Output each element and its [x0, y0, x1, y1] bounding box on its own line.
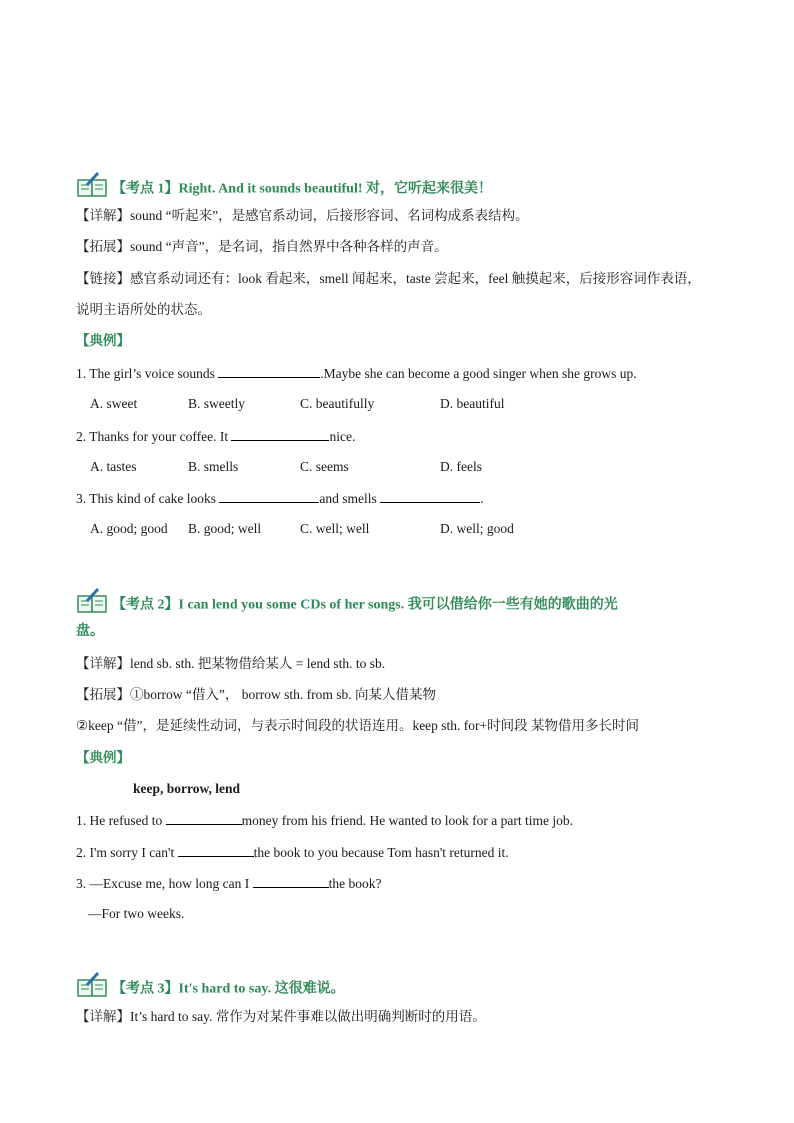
kp2-detail: 【详解】lend sb. sth. 把某物借给某人 = lend sth. to sb. [76, 656, 386, 671]
kp2-question-2 [76, 843, 509, 862]
q2-blank[interactable] [231, 427, 329, 441]
kp1-question-2 [76, 427, 355, 446]
book-pencil-icon [76, 972, 110, 1007]
q3-blank-1[interactable] [219, 489, 319, 503]
kp1-question-1 [76, 364, 637, 383]
q1-text-b: .Maybe she can become a good singer when she grows up. [320, 366, 637, 381]
kp1-heading [76, 172, 492, 207]
kp2-q1-text-a: 1. He refused to [76, 813, 166, 828]
kp2-expand-line1: 【拓展】①borrow “借入”， borrow sth. from sb. 向某人借某物 [76, 687, 436, 702]
kp2-q3-reply: —For two weeks. [88, 906, 185, 921]
kp1-link-line1: 【链接】感官系动词还有：look 看起来，smell 闻起来，taste 尝起来，feel 触摸起来，后接形容词作表语， [76, 271, 701, 286]
q3-option-d[interactable]: D. well; good [440, 521, 514, 536]
kp2-q1-text-b: money from his friend. He wanted to look for a part time job. [241, 813, 574, 828]
kp1-expand: 【拓展】sound “声音”，是名词，指自然界中各种各样的声音。 [76, 239, 448, 254]
q2-text-b: nice. [329, 429, 356, 444]
kp2-question-1 [76, 811, 573, 830]
q3-text-c: . [480, 491, 484, 506]
q3-option-c[interactable]: C. well; well [300, 521, 370, 536]
kp2-q2-blank[interactable] [178, 843, 254, 857]
kp2-example-label: 【典例】 [76, 750, 130, 765]
kp1-link-line2: 说明主语所处的状态。 [76, 302, 211, 317]
kp2-heading-text: 【考点 2】I can lend you some CDs of her songs. 我可以借给你一些有她的歌曲的光 [112, 597, 618, 613]
kp2-q1-blank[interactable] [166, 811, 242, 825]
kp3-detail: 【详解】It’s hard to say. 常作为对某件事难以做出明确判断时的用语。 [76, 1009, 486, 1024]
kp2-q2-text-a: 2. I'm sorry I can't [76, 845, 178, 860]
kp1-detail: 【详解】sound “听起来”，是感官系动词，后接形容词、名词构成系表结构。 [76, 208, 529, 223]
kp2-q2-text-b: the book to you because Tom hasn't returned it. [253, 845, 509, 860]
book-pencil-icon [76, 172, 110, 207]
q2-option-d[interactable]: D. feels [440, 459, 482, 474]
kp1-heading-text: 【考点 1】Right. And it sounds beautiful! 对，它听起来很美！ [112, 181, 493, 197]
kp2-q3-text-a: 3. —Excuse me, how long can I [76, 876, 253, 891]
kp2-q3-blank[interactable] [253, 874, 329, 888]
kp2-word-bank: keep, borrow, lend [133, 781, 241, 796]
q1-option-d[interactable]: D. beautiful [440, 396, 505, 411]
kp1-question-3 [76, 489, 483, 508]
q3-blank-2[interactable] [380, 489, 480, 503]
kp2-question-3 [76, 874, 381, 893]
kp3-heading [76, 972, 345, 1007]
q1-option-a[interactable]: A. sweet [90, 396, 138, 411]
q3-text-b: and smells [319, 491, 381, 506]
kp2-expand-line2: ②keep “借”，是延续性动词，与表示时间段的状语连用。keep sth. for+时间段 某物借用多长时间 [76, 718, 640, 733]
book-pencil-icon [76, 588, 110, 623]
q1-blank[interactable] [218, 364, 320, 378]
q2-option-a[interactable]: A. tastes [90, 459, 137, 474]
q3-text-a: 3. This kind of cake looks [76, 491, 220, 506]
q3-option-b[interactable]: B. good; well [188, 521, 262, 536]
q2-option-b[interactable]: B. smells [188, 459, 239, 474]
q1-text-a: 1. The girl’s voice sounds [76, 366, 219, 381]
kp1-example-label: 【典例】 [76, 333, 130, 348]
kp2-q3-text-b: the book? [328, 876, 382, 891]
q2-text-a: 2. Thanks for your coffee. It [76, 429, 232, 444]
kp2-heading [76, 588, 618, 623]
q3-option-a[interactable]: A. good; good [90, 521, 168, 536]
q1-option-b[interactable]: B. sweetly [188, 396, 245, 411]
kp2-heading-cont: 盘。 [76, 624, 104, 639]
q1-option-c[interactable]: C. beautifully [300, 396, 375, 411]
q2-option-c[interactable]: C. seems [300, 459, 349, 474]
kp3-heading-text: 【考点 3】It's hard to say. 这很难说。 [112, 981, 345, 997]
